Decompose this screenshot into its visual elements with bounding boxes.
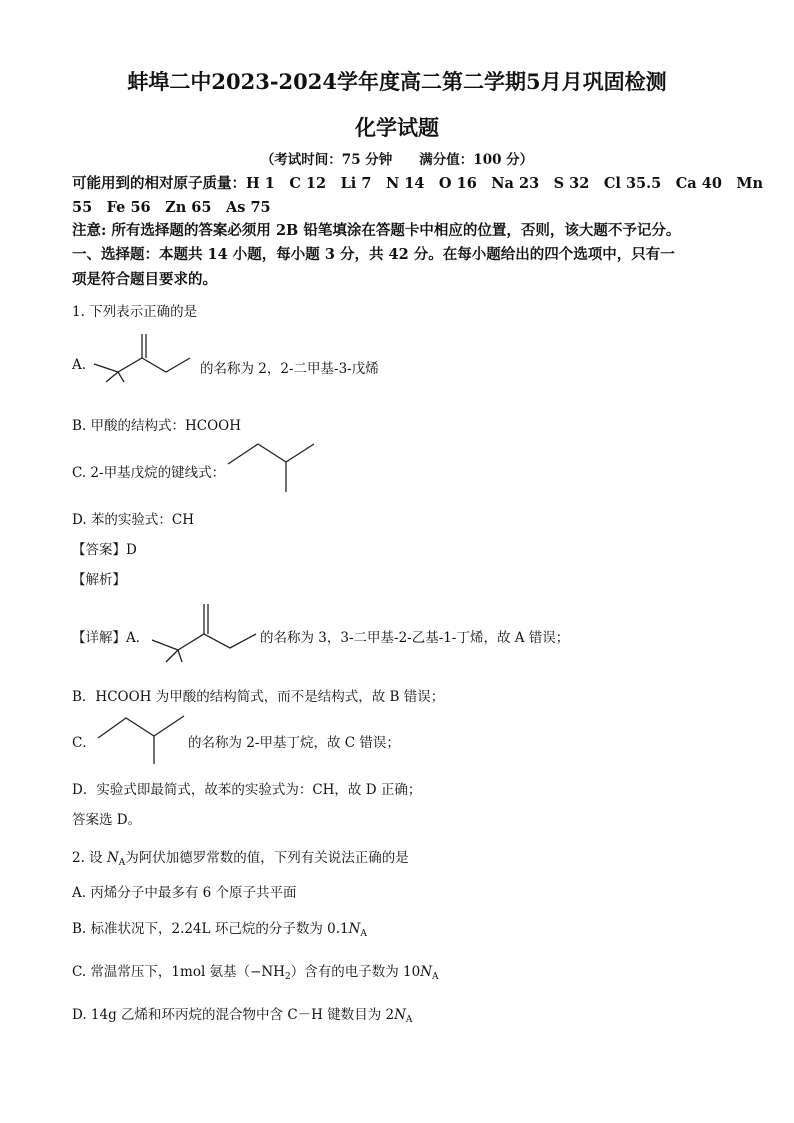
- q1-stem: 1. 下列表示正确的是: [72, 304, 198, 320]
- q2-option-c-var: N: [420, 964, 432, 980]
- q1-answer: 【答案】D: [72, 542, 137, 558]
- q2-option-c-sub: A: [432, 972, 439, 982]
- q1-option-d: D. 苯的实验式：CH: [72, 512, 195, 528]
- exam-title: 蚌埠二中2023-2024学年度高二第二学期5月月巩固检测: [127, 69, 667, 94]
- q2-stem-sub: A: [118, 858, 126, 868]
- q1-option-a-label: A.: [72, 357, 87, 373]
- q2-option-c-text: C. 常温常压下，1mol 氨基（: [72, 964, 251, 980]
- exam-info: （考试时间：75 分钟 满分值：100 分）: [260, 152, 534, 168]
- q2-option-d-text: D. 14g 乙烯和环丙烷的混合物中含 C－H 键数目为: [72, 1007, 386, 1023]
- q2-option-b-sub: A: [360, 929, 367, 939]
- q1-option-a-text: 的名称为 2，2-二甲基-3-戊烯: [200, 361, 379, 377]
- q2-option-c-group: −NH: [250, 964, 285, 980]
- q2-option-b-value: 0.1: [327, 921, 349, 937]
- q1-detail-b: B．HCOOH 为甲酸的结构简式，而不是结构式，故 B 错误；: [72, 689, 445, 705]
- atomic-masses-line2: 55 Fe 56 Zn 65 As 75: [72, 199, 271, 216]
- q2-option-c: [72, 960, 439, 982]
- q2-stem-post: 为阿伏加德罗常数的值，下列有关说法正确的是: [125, 850, 409, 866]
- q1-option-a-structure: [94, 334, 204, 384]
- notice: 注意: 所有选择题的答案必须用 2B 铅笔填涂在答题卡中相应的位置，否则，该大题不予记分。: [72, 222, 681, 239]
- q2-stem-pre: 2. 设: [72, 850, 107, 866]
- q1-detail-c: 的名称为 2-甲基丁烷，故 C 错误；: [188, 735, 400, 751]
- q2-option-a: A. 丙烯分子中最多有 6 个原子共平面: [72, 885, 297, 901]
- q1-option-c: C. 2-甲基戊烷的键线式：: [72, 465, 226, 481]
- q2-stem-var: N: [106, 850, 119, 866]
- q2-option-d: [72, 1003, 412, 1025]
- q2-option-c-value: 10: [403, 964, 421, 980]
- section1-line1: 一、选择题：本题共 14 小题，每小题 3 分，共 42 分。在每小题给出的四个选项中，只有一: [72, 246, 675, 263]
- q1-detail-a-structure: [152, 604, 262, 664]
- q2-option-d-value: 2: [385, 1007, 395, 1023]
- q2-option-b: [72, 917, 367, 939]
- q2-option-d-var: N: [394, 1007, 406, 1023]
- q2-option-b-var: N: [348, 921, 361, 937]
- q2-option-d-sub: A: [405, 1015, 413, 1025]
- q1-detail-c-structure: [98, 714, 188, 764]
- q1-conclusion: 答案选 D。: [72, 812, 142, 828]
- q1-option-b: B. 甲酸的结构式：HCOOH: [72, 418, 242, 434]
- q1-detail-d: D．实验式即最简式，故苯的实验式为：CH，故 D 正确；: [72, 782, 422, 798]
- q1-analysis: 【解析】: [72, 572, 126, 588]
- q1-detail-a: 的名称为 3，3-二甲基-2-乙基-1-丁烯，故 A 错误；: [260, 630, 570, 646]
- q2-option-c-post: ）含有的电子数为: [290, 964, 403, 980]
- section1-line2: 项是符合题目要求的。: [72, 271, 217, 288]
- q2-option-c-group-sub: 2: [284, 972, 291, 982]
- exam-subtitle: 化学试题: [355, 115, 439, 140]
- q2-option-b-text: B. 标准状况下，2.24L 环己烷的分子数为: [72, 921, 328, 937]
- q2-stem: [72, 846, 409, 868]
- atomic-masses-line1: 可能用到的相对原子质量：H 1 C 12 Li 7 N 14 O 16 Na 23 S 32 Cl 35.5 Ca 40 Mn: [72, 175, 764, 192]
- q1-detail-label: 【详解】A．: [72, 630, 150, 646]
- q1-option-c-structure: [228, 442, 318, 492]
- q1-detail-c-label: C．: [72, 735, 96, 751]
